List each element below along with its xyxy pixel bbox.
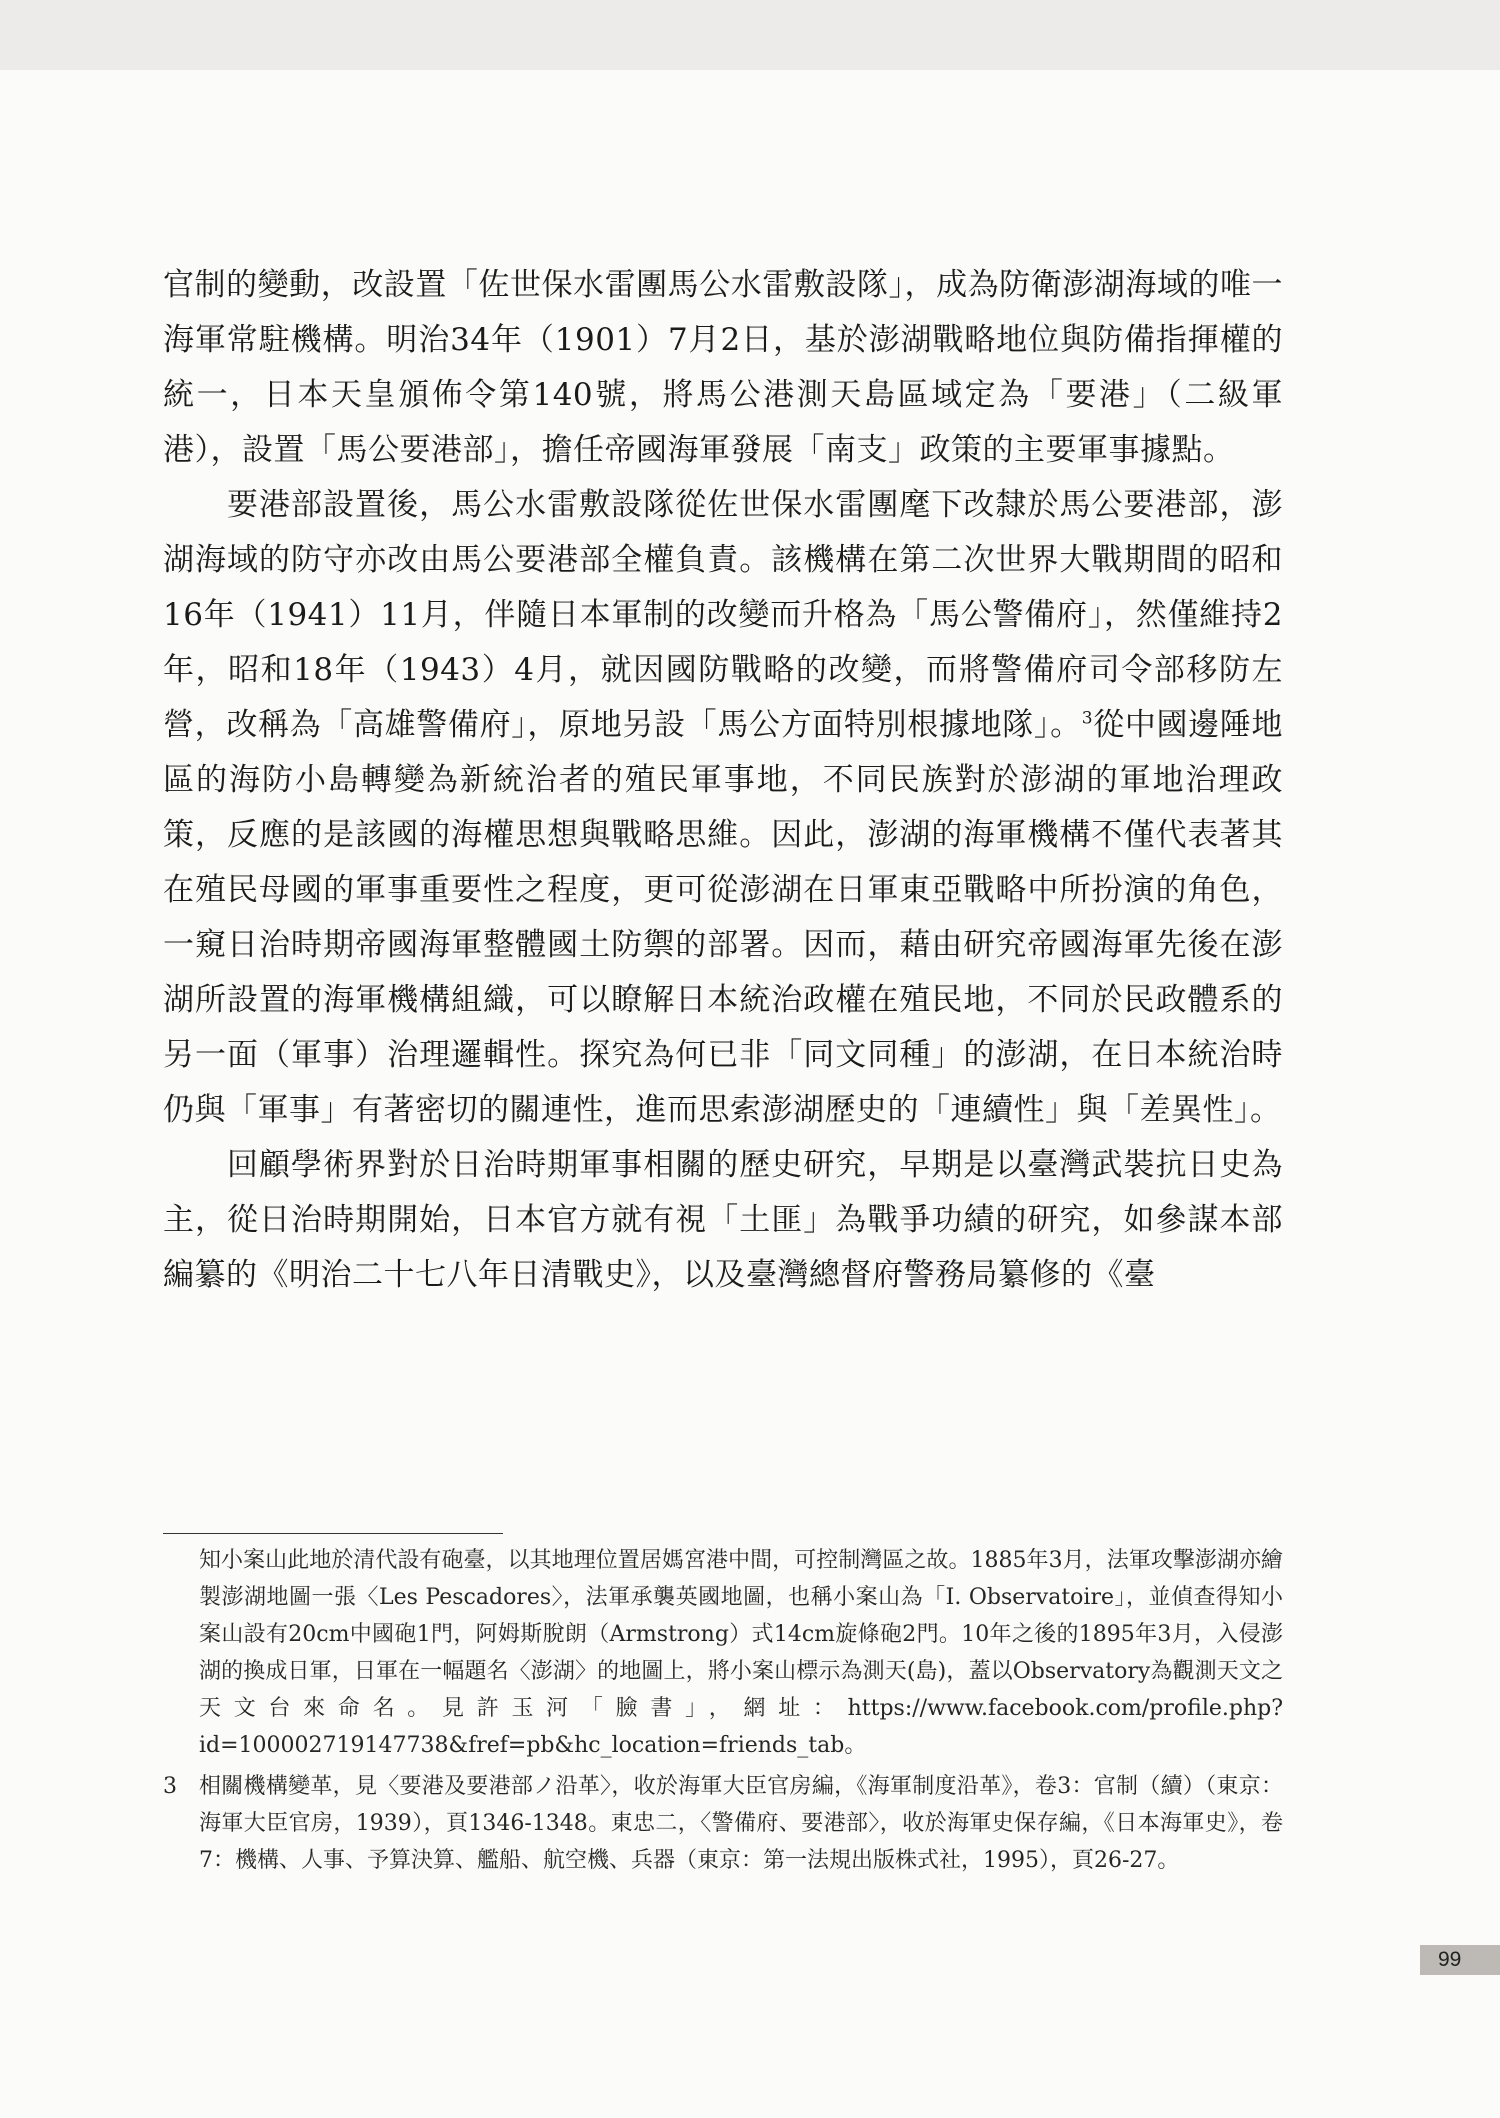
footnotes-section [163, 1542, 1283, 1883]
paragraph-2 [163, 478, 1283, 1138]
footnote-3-number: 3 [163, 1774, 177, 1799]
footnote-divider [163, 1533, 503, 1534]
paragraph-2-text: 要港部設置後，馬公水雷敷設隊從佐世保水雷團麾下改隸於馬公要港部，澎湖海域的防守亦改由馬公要港部全權負責。該機構在第二次世界大戰期間的昭和16年（1941）11月，伴隨日本軍制的改變而升格為「馬公警備府」，然僅維持2年，昭和18年（1943）4月，就因國防戰略的改變，而將警備府司令部移防左營，改稱為「高雄警備府」，原地另設「馬公方面特別根據地隊」。 [163, 487, 1283, 743]
paragraph-1: 官制的變動，改設置「佐世保水雷團馬公水雷敷設隊」，成為防衛澎湖海域的唯一海軍常駐機構。明治34年（1901）7月2日，基於澎湖戰略地位與防備指揮權的統一，日本天皇頒佈令第140號，將馬公港測天島區域定為「要港」（二級軍港），設置「馬公要港部」，擔任帝國海軍發展「南支」政策的主要軍事據點。 [163, 267, 1283, 468]
paragraph-3: 回顧學術界對於日治時期軍事相關的歷史研究，早期是以臺灣武裝抗日史為主，從日治時期開始，日本官方就有視「土匪」為戰爭功績的研究，如參謀本部編纂的《明治二十七八年日清戰史》，以及臺灣總督府警務局纂修的《臺 [163, 1147, 1283, 1293]
page-top-band [0, 0, 1500, 70]
paragraph-2-continuation: 從中國邊陲地區的海防小島轉變為新統治者的殖民軍事地，不同民族對於澎湖的軍地治理政策，反應的是該國的海權思想與戰略思維。因此，澎湖的海軍機構不僅代表著其在殖民母國的軍事重要性之程度，更可從澎湖在日軍東亞戰略中所扮演的角色，一窺日治時期帝國海軍整體國土防禦的部署。因而，藉由研究帝國海軍先後在澎湖所設置的海軍機構組織，可以瞭解日本統治政權在殖民地，不同於民政體系的另一面（軍事）治理邏輯性。探究為何已非「同文同種」的澎湖，在日本統治時仍與「軍事」有著密切的關連性，進而思索澎湖歷史的「連續性」與「差異性」。 [163, 707, 1284, 1128]
main-body-text [163, 258, 1283, 1303]
footnote-continued: 知小案山此地於清代設有砲臺，以其地理位置居媽宮港中間，可控制灣區之故。1885年3月，法軍攻擊澎湖亦繪製澎湖地圖一張〈Les Pescadores〉，法軍承襲英國地圖，也稱小案山為「I. Observatoire」，並偵查得知小案山設有20cm中國砲1門，阿姆斯脫朗（Armstrong）式14cm旋條砲2門。10年之後的1895年3月，入侵澎湖的換成日軍，日軍在一幅題名〈澎湖〉的地圖上，將小案山標示為測天(島)，蓋以Observatory為觀測天文之天文台來命名。見許玉河「臉書」，網址：https://www.facebook.com/profile.php?id=100002719147738&fref=pb&hc_location=friends_tab。 [199, 1548, 1283, 1758]
footnote-3-text: 相關機構變革，見〈要港及要港部ノ沿革〉，收於海軍大臣官房編，《海軍制度沿革》，卷3：官制（續）（東京：海軍大臣官房，1939），頁1346-1348。東忠二，〈警備府、要港部〉，收於海軍史保存編，《日本海軍史》，卷7：機構、人事、予算決算、艦船、航空機、兵器（東京：第一法規出版株式社，1995），頁26-27。 [199, 1774, 1283, 1873]
footnote-3 [163, 1768, 1283, 1879]
page-number: 99 [1420, 1945, 1500, 1975]
footnote-reference-3[interactable]: 3 [1081, 708, 1094, 729]
